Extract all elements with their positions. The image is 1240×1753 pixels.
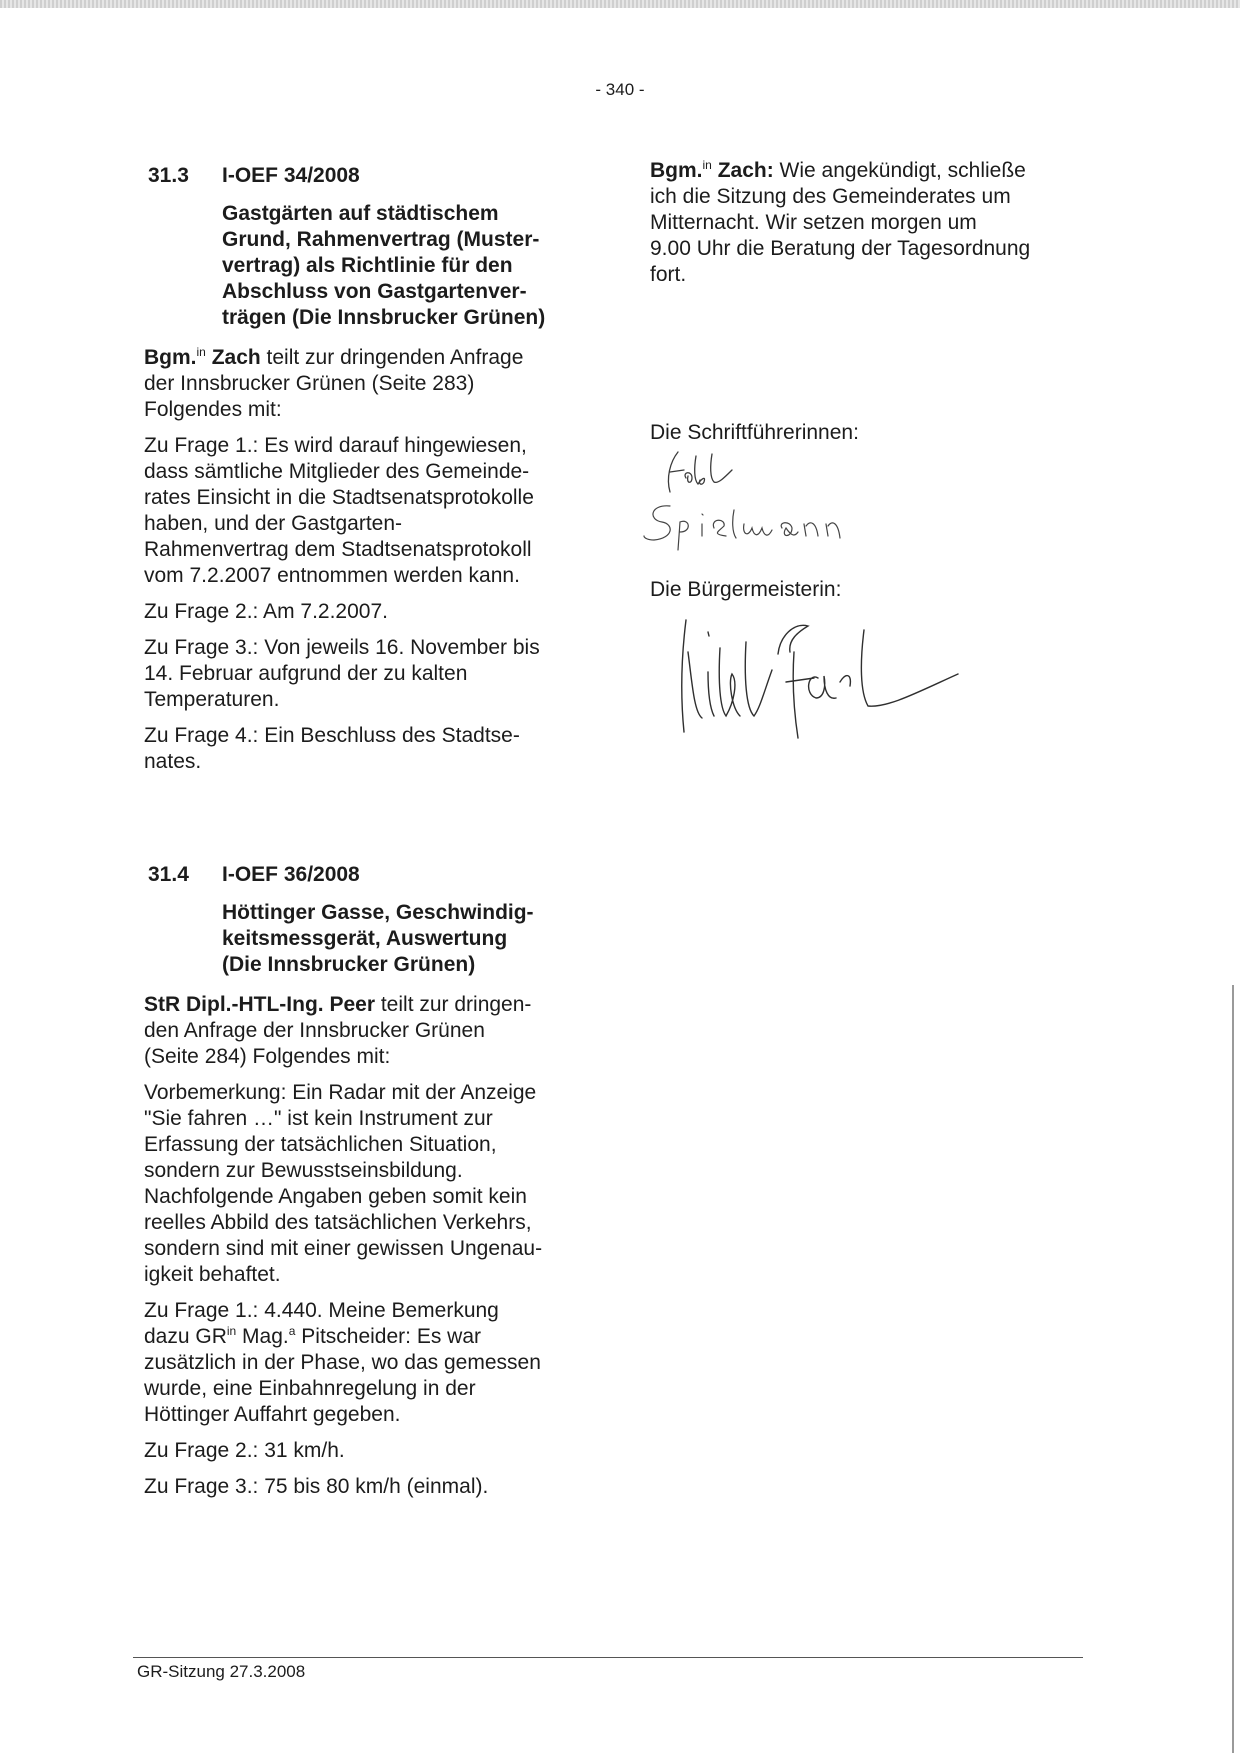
title-line: Abschluss von Gastgartenver- xyxy=(222,280,527,303)
section-reference: I-OEF 36/2008 xyxy=(222,863,360,886)
section-31-4 xyxy=(144,862,584,1500)
intro-paragraph xyxy=(144,992,584,1070)
intro-line: den Anfrage der Innsbrucker Grünen xyxy=(144,1019,485,1042)
section-heading xyxy=(144,163,584,189)
answer-2: Zu Frage 2.: Am 7.2.2007. xyxy=(144,600,388,623)
title-line: keitsmessgerät, Auswertung xyxy=(222,927,508,950)
answer-3: Zu Frage 3.: 75 bis 80 km/h (einmal). xyxy=(144,1475,489,1498)
footer-session-date: GR-Sitzung 27.3.2008 xyxy=(137,1662,306,1681)
intro-line: Bgm.$^{in}$ Zach teilt zur dringenden Anfrage xyxy=(144,345,524,369)
section-title xyxy=(222,900,584,978)
intro-line: StR Dipl.-HTL-Ing. Peer teilt zur dringen- xyxy=(144,993,532,1016)
scan-edge-right xyxy=(1232,985,1234,1753)
answer-3: Zu Frage 3.: Von jeweils 16. November bis 14. Februar aufgrund der zu kalten Temperaturen. xyxy=(144,636,540,711)
section-31-3 xyxy=(144,163,584,775)
title-line: Gastgärten auf städtischem xyxy=(222,202,499,225)
intro-paragraph xyxy=(144,345,584,423)
section-heading xyxy=(144,862,584,888)
clerk-signature-2 xyxy=(640,498,900,554)
clerks-label: Die Schriftführerinnen: xyxy=(650,421,859,444)
answer-1: Zu Frage 1.: Es wird darauf hingewiesen, dass sämtliche Mitglieder des Gemeinde- rates Einsicht in die Stadtsenatsprotokolle haben, und der Gastgarten- Rahmenvertrag dem Stadtsenatsprotokoll vom 7.2.2007 entnommen werden kann. xyxy=(144,434,534,587)
title-line: (Die Innsbrucker Grünen) xyxy=(222,953,476,976)
title-line: Grund, Rahmenvertrag (Muster- xyxy=(222,228,540,251)
section-number: 31.4 xyxy=(148,863,189,886)
closing-statement xyxy=(650,158,1090,288)
closing-paragraph: Bgm.$^{in}$ Zach: Wie angekündigt, schließe ich die Sitzung des Gemeinderates um Mitternacht. Wir setzen morgen um 9.00 Uhr die Beratung der Tagesordnung fort. xyxy=(650,158,1031,286)
section-title xyxy=(222,201,584,331)
answer-2: Zu Frage 2.: 31 km/h. xyxy=(144,1439,345,1462)
footer-divider xyxy=(133,1657,1083,1658)
title-line: vertrag) als Richtlinie für den xyxy=(222,254,513,277)
answer-4: Zu Frage 4.: Ein Beschluss des Stadtse- nates. xyxy=(144,724,520,773)
mayor-signature xyxy=(668,612,1008,742)
mayor-label: Die Bürgermeisterin: xyxy=(650,578,842,601)
answer-1: Zu Frage 1.: 4.440. Meine Bemerkung dazu $GR^{in}$ Mag.$^a$ Pitscheider: Es war zusätzlich in der Phase, wo das gemessen wurde, eine Einbahnregelung in der Höttinger Auffahrt gegeben. xyxy=(144,1299,541,1426)
page-number: - 340 - xyxy=(595,80,645,99)
section-number: 31.3 xyxy=(148,164,189,187)
clerk-signature-1 xyxy=(662,448,752,496)
title-line: trägen (Die Innsbrucker Grünen) xyxy=(222,306,546,329)
title-line: Höttinger Gasse, Geschwindig- xyxy=(222,901,534,924)
scan-edge-top xyxy=(0,0,1240,8)
intro-line: der Innsbrucker Grünen (Seite 283) xyxy=(144,372,475,395)
intro-line: (Seite 284) Folgendes mit: xyxy=(144,1045,391,1068)
section-reference: I-OEF 34/2008 xyxy=(222,164,360,187)
preliminary-remark: Vorbemerkung: Ein Radar mit der Anzeige "Sie fahren …" ist kein Instrument zur Erfassung der tatsächlichen Situation, sondern zur Bewusstseinsbildung. Nachfolgende Angaben geben somit kein reelles Abbild des tatsächlichen Verkehrs, sondern sind mit einer gewissen Ungenau- igkeit behaftet. xyxy=(144,1081,543,1286)
intro-line: Folgendes mit: xyxy=(144,398,282,421)
